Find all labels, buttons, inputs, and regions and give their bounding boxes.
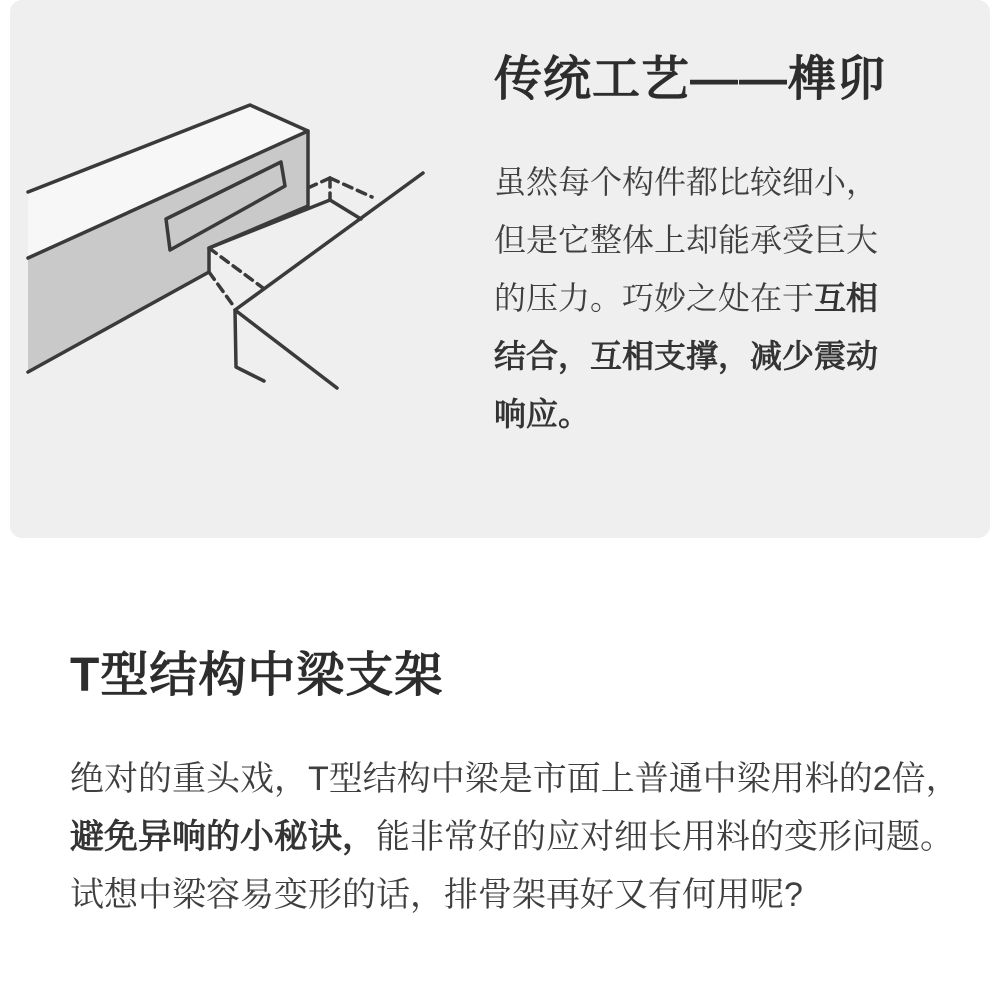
section-paragraph bbox=[70, 750, 970, 924]
section-paragraph-bold: 避免异响的小秘诀， bbox=[70, 818, 376, 856]
card-heading: 传统工艺——榫卯 bbox=[494, 53, 887, 106]
mortise-tenon-illustration bbox=[20, 90, 460, 420]
section-heading: T型结构中梁支架 bbox=[70, 649, 444, 702]
card-paragraph-normal: 虽然每个构件都比较细小，但是它整体上却能承受巨大的压力。巧妙之处在于 bbox=[494, 164, 879, 316]
craft-intro-card bbox=[10, 0, 990, 538]
section-paragraph-lead: 绝对的重头戏，T型结构中梁是市面上普通中梁用料的2倍， bbox=[70, 760, 960, 798]
section-paragraph-rest: 能非常好的应对细长用料的变形问题。试想中梁容易变形的话，排骨架再好又有何用呢? bbox=[70, 818, 954, 914]
card-paragraph bbox=[494, 153, 892, 443]
card-paragraph-bold: 互相结合，互相支撑，减少震动响应。 bbox=[494, 280, 879, 432]
